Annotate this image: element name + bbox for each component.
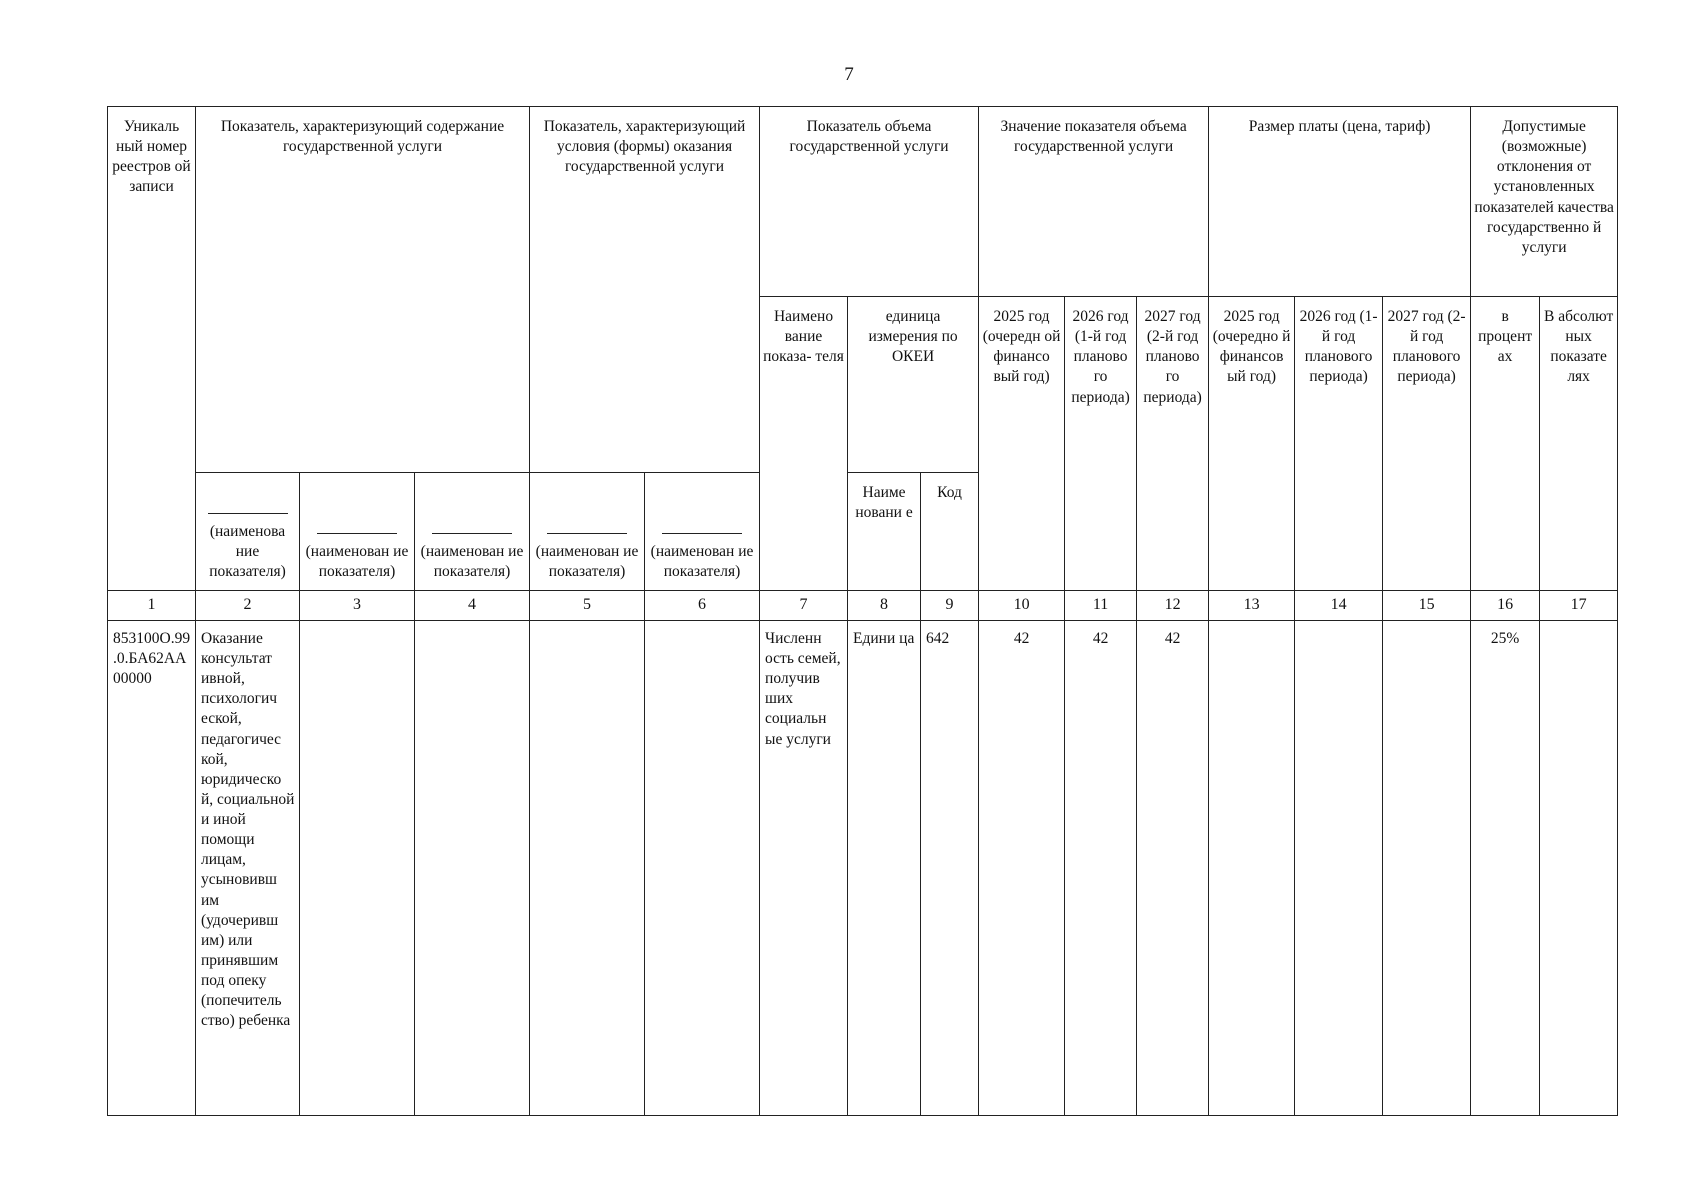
header-fee-size: Размер платы (цена, тариф) — [1209, 107, 1471, 297]
blank-line — [662, 533, 742, 534]
column-number: 1 — [108, 591, 196, 621]
cell-indicator-name: Численн ость семей, получив ших социальн ые услуги — [760, 620, 848, 1115]
subheader-indicator-5: (наименован ие показателя) — [530, 473, 645, 591]
header-vol-2025: 2025 год (очередн ой финансо вый год) — [979, 297, 1065, 591]
cell-fee-2027 — [1383, 620, 1471, 1115]
column-number: 2 — [196, 591, 300, 621]
header-condition-indicator: Показатель, характеризующий условия (формы) оказания государственной услуги — [530, 107, 760, 473]
column-number: 12 — [1137, 591, 1209, 621]
cell-empty-3 — [300, 620, 415, 1115]
column-number-row — [108, 591, 1618, 621]
subheader-indicator-2: (наименова ние показателя) — [196, 473, 300, 591]
blank-line — [547, 533, 627, 534]
cell-unit-code: 642 — [921, 620, 979, 1115]
column-number: 16 — [1471, 591, 1540, 621]
header-vol-2027: 2027 год (2-й год планово го периода) — [1137, 297, 1209, 591]
state-service-table — [107, 106, 1618, 1116]
cell-fee-2025 — [1209, 620, 1295, 1115]
header-vol-2026: 2026 год (1-й год планово го периода) — [1065, 297, 1137, 591]
cell-service-content: Оказание консультат ивной, психологич еской, педагогичес кой, юридическо й, социальной и иной помощи лицам, усыновивш им (удочеривш им) или принявшим под опеку (попечитель ство) ребенка — [196, 620, 300, 1115]
header-content-indicator: Показатель, характеризующий содержание государственной услуги — [196, 107, 530, 473]
cell-dev-percent: 25% — [1471, 620, 1540, 1115]
column-number: 8 — [848, 591, 921, 621]
header-okei-unit: единица измерения по ОКЕИ — [848, 297, 979, 473]
cell-vol-2027: 42 — [1137, 620, 1209, 1115]
blank-line — [432, 533, 512, 534]
column-number: 7 — [760, 591, 848, 621]
column-number: 11 — [1065, 591, 1137, 621]
table-row — [108, 620, 1618, 1115]
column-number: 15 — [1383, 591, 1471, 621]
column-number: 5 — [530, 591, 645, 621]
header-fee-2025: 2025 год (очередно й финансов ый год) — [1209, 297, 1295, 591]
column-number: 6 — [645, 591, 760, 621]
subheader-indicator-4: (наименован ие показателя) — [415, 473, 530, 591]
header-okei-code: Код — [921, 473, 979, 591]
cell-unit-name: Едини ца — [848, 620, 921, 1115]
header-registry-number: Уникаль ный номер реестров ой записи — [108, 107, 196, 591]
cell-empty-6 — [645, 620, 760, 1115]
cell-vol-2026: 42 — [1065, 620, 1137, 1115]
blank-line — [317, 533, 397, 534]
header-indicator-name: Наимено вание показа- теля — [760, 297, 848, 591]
blank-line — [208, 513, 288, 514]
column-number: 10 — [979, 591, 1065, 621]
header-fee-2027: 2027 год (2-й год планового периода) — [1383, 297, 1471, 591]
header-volume-indicator: Показатель объема государственной услуги — [760, 107, 979, 297]
column-number: 9 — [921, 591, 979, 621]
cell-dev-absolute — [1540, 620, 1618, 1115]
header-allowed-deviations: Допустимые (возможные) отклонения от установленных показателей качества государственно й услуги — [1471, 107, 1618, 297]
cell-vol-2025: 42 — [979, 620, 1065, 1115]
subheader-indicator-6: (наименован ие показателя) — [645, 473, 760, 591]
subheader-indicator-3: (наименован ие показателя) — [300, 473, 415, 591]
column-number: 4 — [415, 591, 530, 621]
column-number: 14 — [1295, 591, 1383, 621]
header-fee-2026: 2026 год (1-й год планового периода) — [1295, 297, 1383, 591]
cell-empty-5 — [530, 620, 645, 1115]
header-okei-name: Наиме новани е — [848, 473, 921, 591]
column-number: 17 — [1540, 591, 1618, 621]
header-volume-value: Значение показателя объема государственной услуги — [979, 107, 1209, 297]
header-dev-absolute: В абсолют ных показате лях — [1540, 297, 1618, 591]
column-number: 3 — [300, 591, 415, 621]
cell-empty-4 — [415, 620, 530, 1115]
header-dev-percent: в процент ах — [1471, 297, 1540, 591]
cell-registry-number: 853100О.99.0.БА62АА00000 — [108, 620, 196, 1115]
cell-fee-2026 — [1295, 620, 1383, 1115]
page-number: 7 — [844, 64, 854, 85]
column-number: 13 — [1209, 591, 1295, 621]
